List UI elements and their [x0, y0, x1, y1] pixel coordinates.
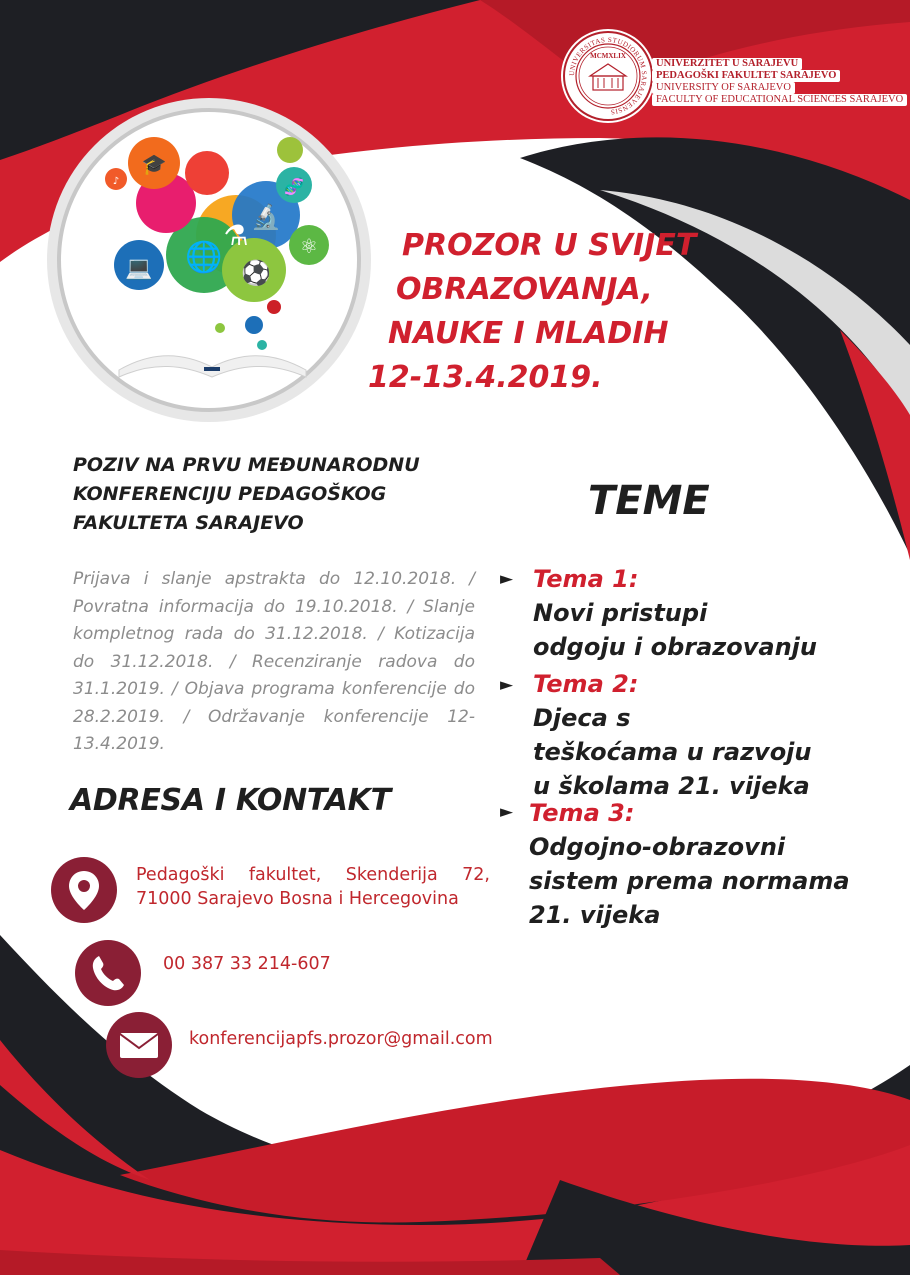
- headline-line-3: NAUKE I MLADIH: [388, 316, 669, 351]
- headline-line-1: PROZOR U SVIJET: [402, 228, 697, 263]
- topic-2-line-3: u školama 21. vijeka: [533, 772, 810, 800]
- conference-headline: [368, 224, 698, 400]
- topic-2-line-2: teškoćama u razvoju: [533, 738, 812, 766]
- svg-text:🔬: 🔬: [251, 203, 281, 231]
- university-seal-logo: [560, 28, 656, 124]
- headline-line-2: OBRAZOVANJA,: [396, 272, 653, 307]
- topic-3-line-2: sistem prema normama: [529, 867, 850, 895]
- phone-number[interactable]: 00 387 33 214-607: [163, 954, 331, 974]
- svg-text:💻: 💻: [125, 256, 153, 281]
- svg-text:MCMXLIX: MCMXLIX: [590, 52, 626, 60]
- svg-text:🌐: 🌐: [185, 240, 223, 275]
- svg-text:⚛: ⚛: [300, 234, 318, 258]
- conference-dates: 12-13.4.2019.: [368, 360, 603, 395]
- arrow-icon: ►: [500, 802, 514, 822]
- svg-text:⚗: ⚗: [223, 219, 249, 252]
- envelope-icon: [106, 1012, 172, 1078]
- topic-1-line-1: Novi pristupi: [533, 599, 708, 627]
- topic-3-line-1: Odgojno-obrazovni: [529, 833, 786, 861]
- topic-2-label: Tema 2:: [533, 670, 639, 698]
- topic-1: [533, 562, 817, 664]
- arrow-icon: ►: [500, 569, 514, 589]
- deadlines-text: Prijava i slanje apstrakta do 12.10.2018. / Povratna informacija do 19.10.2018. / Slanje kompletnog rada do 31.12.2018. / Kotizacija do 31.12.2018. / Recenziranje radova do 31.1.2019. / Objava programa konferencije do 28.2.2019. / Održavanje konferencije 12-13.4.2019.: [73, 569, 475, 754]
- invitation-line-1: POZIV NA PRVU MEĐUNARODNU: [73, 454, 420, 476]
- topic-2-line-1: Djeca s: [533, 704, 631, 732]
- logo-line-3: UNIVERSITY OF SARAJEVO: [652, 82, 795, 94]
- svg-text:🎓: 🎓: [141, 152, 167, 176]
- university-name: [652, 58, 904, 106]
- arrow-icon: ►: [500, 675, 514, 695]
- invitation-line-3: FAKULTETA SARAJEVO: [73, 512, 304, 534]
- topic-1-label: Tema 1:: [533, 565, 639, 593]
- svg-text:♪: ♪: [112, 176, 120, 187]
- topic-3-label: Tema 3:: [529, 799, 635, 827]
- topics-title: TEME: [588, 478, 710, 524]
- location-pin-icon: [51, 857, 117, 923]
- email-link[interactable]: konferencijapfs.prozor@gmail.com: [189, 1029, 493, 1049]
- address-text: Pedagoški fakultet, Skenderija 72, 71000 Sarajevo Bosna i Hercegovina: [136, 865, 490, 909]
- svg-text:UNIVERSITAS STUDIORUM SARAJEVE: UNIVERSITAS STUDIORUM SARAJEVENSIS: [567, 35, 649, 116]
- logo-line-4: FACULTY OF EDUCATIONAL SCIENCES SARAJEVO: [652, 94, 907, 106]
- logo-line-1: UNIVERZITET U SARAJEVU: [652, 58, 802, 70]
- svg-text:🧬: 🧬: [284, 177, 304, 196]
- invitation-line-2: KONFERENCIJU PEDAGOŠKOG: [73, 483, 387, 505]
- topic-3: [529, 796, 850, 932]
- education-emblem: [44, 95, 388, 425]
- topic-3-line-3: 21. vijeka: [529, 901, 661, 929]
- svg-text:⚽: ⚽: [241, 259, 271, 287]
- topic-2: [533, 667, 812, 803]
- logo-line-2: PEDAGOŠKI FAKULTET SARAJEVO: [652, 70, 840, 82]
- phone-icon: [75, 940, 141, 1006]
- contact-title: ADRESA I KONTAKT: [70, 783, 391, 818]
- invitation-title: [73, 451, 483, 538]
- topic-1-line-2: odgoju i obrazovanju: [533, 633, 817, 661]
